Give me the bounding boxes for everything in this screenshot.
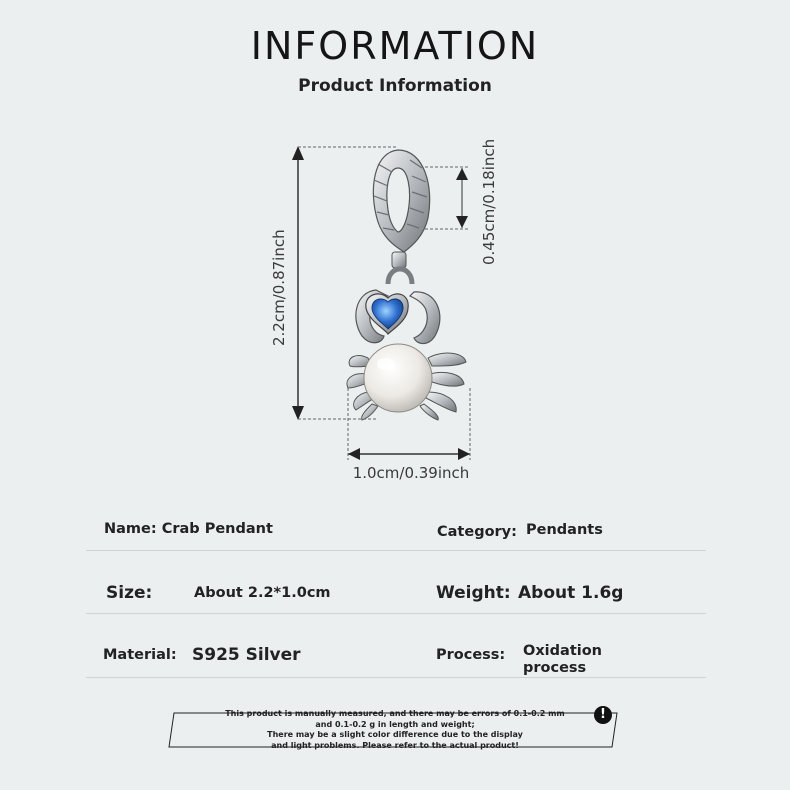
notice-line: This product is manually measured, and there may be errors of 0.1-0.2 mm (225, 709, 565, 718)
size-label: Size: (106, 583, 153, 603)
category-label: Category: (437, 524, 517, 540)
notice-line: and 0.1-0.2 g in length and weight; (315, 719, 475, 729)
page-subtitle: Product Information (298, 76, 492, 96)
crab-pendant-image (347, 150, 466, 420)
warning-icon: ! (594, 706, 612, 724)
category-value: Pendants (526, 522, 603, 538)
bail-label: 0.45cm/0.18inch (480, 138, 498, 265)
row-divider (86, 677, 706, 678)
product-name: Name: Crab Pendant (104, 521, 273, 537)
row-divider (86, 550, 706, 551)
notice-line: There may be a slight color difference due to the display (267, 730, 523, 739)
page-title: INFORMATION (250, 24, 540, 68)
process-value-line2: process (523, 660, 587, 676)
process-value-line1: Oxidation (523, 643, 602, 659)
height-label: 2.2cm/0.87inch (270, 229, 288, 346)
row-divider (86, 613, 706, 614)
size-value: About 2.2*1.0cm (194, 585, 331, 601)
process-value (523, 643, 602, 677)
weight-value: About 1.6g (518, 583, 624, 603)
width-label: 1.0cm/0.39inch (352, 464, 470, 482)
notice-text (200, 709, 590, 751)
weight-label: Weight: (436, 583, 511, 603)
notice-line: and light problems. Please refer to the actual product! (271, 740, 519, 750)
material-label: Material: (103, 647, 177, 663)
process-label: Process: (436, 647, 506, 663)
material-value: S925 Silver (192, 645, 301, 665)
